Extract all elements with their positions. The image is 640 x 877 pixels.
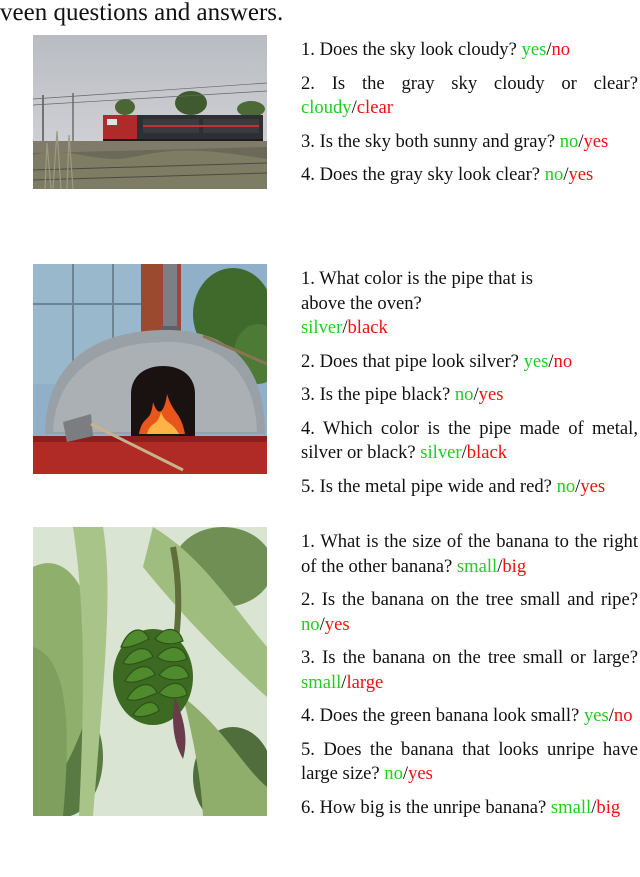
question-text: 4. Does the gray sky look clear?	[301, 164, 545, 185]
answer-positive: yes	[583, 705, 609, 726]
answer-negative: no	[613, 705, 633, 726]
question-text: 1. Does the sky look cloudy?	[301, 39, 522, 60]
qa-list-row2	[301, 267, 638, 508]
answer-negative: no	[553, 350, 573, 372]
answer-separator: /	[461, 442, 467, 463]
qa-list-row1	[301, 38, 638, 197]
answer-negative: big	[596, 796, 621, 818]
banana-photo-drawing	[33, 527, 267, 816]
answer-negative: yes	[478, 384, 504, 405]
answer-separator: /	[473, 384, 479, 405]
question-text: 5. Does the banana that looks unripe have large size?	[301, 738, 638, 784]
answer-negative: big	[502, 555, 527, 577]
question-text: 3. Is the sky both sunny and gray?	[301, 130, 560, 152]
qa-item	[301, 475, 638, 500]
question-text: 2. Is the gray sky cloudy or clear?	[301, 72, 638, 94]
answer-negative: yes	[408, 763, 433, 784]
question-text: 4. Which color is the pipe made of metal, silver or black?	[301, 417, 638, 463]
answer-negative: large	[346, 671, 384, 693]
answer-positive: no	[544, 164, 564, 185]
answer-separator: /	[546, 39, 552, 60]
answer-positive: small	[301, 671, 342, 693]
qa-item	[301, 796, 638, 821]
answer-positive: silver	[301, 317, 343, 338]
answer-separator: /	[351, 97, 357, 118]
banana-photo	[33, 527, 267, 816]
qa-item	[301, 163, 638, 188]
qa-item	[301, 130, 638, 155]
answer-positive: yes	[523, 350, 549, 372]
answer-positive: no	[559, 130, 579, 152]
answer-negative: black	[466, 442, 508, 463]
answer-positive: no	[556, 475, 576, 497]
answer-positive: no	[301, 613, 320, 635]
answer-positive: cloudy	[301, 97, 352, 118]
oven-photo-drawing	[33, 264, 267, 474]
answer-positive: yes	[521, 39, 547, 60]
qa-item	[301, 738, 638, 787]
qa-item	[301, 72, 638, 121]
question-text: 1. What is the size of the banana to the right of the other banana?	[301, 531, 638, 577]
qa-item	[301, 530, 638, 579]
answer-positive: no	[384, 763, 403, 784]
answer-negative: clear	[356, 97, 393, 118]
answer-separator: /	[319, 613, 325, 635]
answer-separator: /	[402, 763, 409, 784]
qa-item	[301, 267, 638, 341]
qa-item	[301, 38, 638, 63]
answer-positive: small	[550, 796, 592, 818]
answer-negative: black	[347, 317, 388, 338]
answer-negative: yes	[580, 475, 606, 497]
question-text: 3. Is the banana on the tree small or large?	[301, 647, 638, 668]
answer-positive: no	[454, 384, 474, 405]
answer-separator: /	[608, 705, 614, 726]
qa-list-row3	[301, 530, 638, 829]
question-text: 2. Does that pipe look silver?	[301, 350, 524, 372]
qa-item	[301, 704, 638, 729]
answer-separator: /	[342, 317, 348, 338]
answer-negative: no	[551, 39, 571, 60]
answer-separator: /	[341, 671, 347, 693]
question-text: 3. Is the pipe black?	[301, 384, 455, 405]
question-text: 2. Is the banana on the tree small and ripe?	[301, 589, 638, 610]
question-text: 1. What color is the pipe that is above the oven?	[301, 268, 534, 314]
answer-separator: /	[548, 350, 554, 372]
qa-item	[301, 417, 638, 466]
question-text: 5. Is the metal pipe wide and red?	[301, 475, 557, 497]
question-text: 6. How big is the unripe banana?	[301, 796, 551, 818]
answer-separator: /	[497, 555, 503, 577]
answer-separator: /	[563, 164, 569, 185]
answer-positive: silver	[420, 442, 462, 463]
qa-item	[301, 350, 638, 375]
question-text: 4. Does the green banana look small?	[301, 705, 584, 726]
qa-item	[301, 383, 638, 408]
train-photo-drawing	[33, 35, 267, 189]
answer-negative: yes	[324, 613, 350, 635]
qa-item	[301, 588, 638, 637]
answer-positive: small	[456, 555, 498, 577]
caption-fragment: veen questions and answers.	[0, 0, 284, 26]
answer-negative: yes	[568, 164, 594, 185]
qa-item	[301, 646, 638, 695]
answer-negative: yes	[583, 130, 609, 152]
answer-separator: /	[591, 796, 597, 818]
answer-separator: /	[575, 475, 581, 497]
train-photo	[33, 35, 267, 189]
oven-photo	[33, 264, 267, 474]
answer-separator: /	[578, 130, 584, 152]
